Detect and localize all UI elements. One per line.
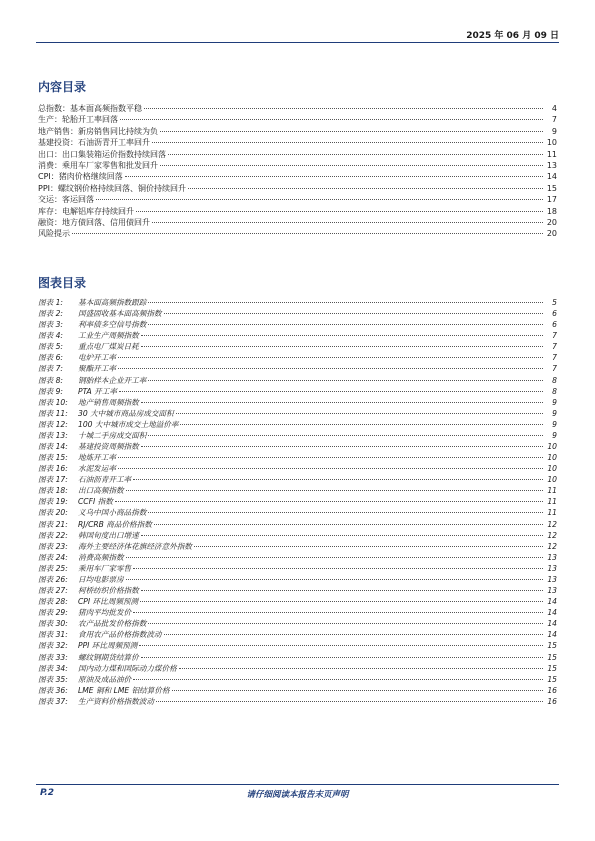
toc-entry-page: 20	[546, 229, 557, 239]
figure-entry-page: 15	[547, 674, 557, 684]
toc-entry[interactable]	[38, 103, 557, 114]
toc-entry-label: CPI	[38, 172, 51, 182]
toc-entry-separator: ：	[54, 115, 62, 125]
figure-entry-leader	[133, 679, 543, 680]
toc-entry-separator: ：	[50, 183, 59, 193]
toc-entry-leader	[136, 211, 543, 212]
figure-entry-page: 10	[547, 442, 557, 452]
figure-entry-title: LME 铜和 LME 铝结算价格	[78, 685, 170, 695]
figure-entry[interactable]	[38, 363, 557, 374]
figure-entry-label: 图表 25:	[38, 563, 68, 573]
figure-entry-title: 十城二手房成交面积	[78, 430, 147, 440]
figure-entry[interactable]	[38, 463, 557, 474]
toc-entry-label: 生产	[38, 115, 54, 125]
toc-entry-page: 9	[551, 126, 557, 136]
toc-entry[interactable]	[38, 228, 557, 239]
figure-entry-label: 图表 19:	[38, 497, 68, 507]
figure-entry-label: 图表 32:	[38, 641, 68, 651]
figure-entry-label: 图表 12:	[38, 419, 68, 429]
figure-entry-page: 5	[552, 298, 557, 307]
figure-entry-label: 图表 22:	[38, 530, 68, 540]
toc-entry-leader	[160, 131, 543, 132]
figure-entry-title: 农产品批发价格指数	[78, 619, 147, 629]
figure-entry-label: 图表 11:	[38, 408, 68, 418]
figure-entry-leader	[194, 546, 543, 547]
figure-entry-page: 13	[547, 574, 557, 584]
figure-entry-leader	[118, 468, 543, 469]
figure-entry-leader	[176, 413, 543, 414]
figure-entry[interactable]	[38, 663, 557, 674]
figure-entry-label: 图表 35:	[38, 674, 68, 684]
figure-entry-leader	[133, 568, 543, 569]
figure-entry-title: 原油及成品油价	[78, 674, 132, 684]
figure-entry-label: 图表 24:	[38, 552, 68, 562]
figure-entry-label: 图表 28:	[38, 597, 68, 607]
figure-entry[interactable]	[38, 507, 557, 518]
figure-entry-label: 图表 30:	[38, 619, 68, 629]
figure-entry-label: 图表 27:	[38, 586, 68, 596]
toc-entry-page: 10	[546, 138, 557, 148]
toc-entry-title: 猪肉价格继续回落	[58, 172, 123, 182]
figure-entry-page: 15	[547, 663, 557, 673]
figure-entry-leader	[172, 690, 543, 691]
figure-entry-label: 图表 8:	[38, 375, 63, 385]
figure-entry-leader	[139, 645, 543, 646]
figure-entry-title: 100 大中城市成交土地溢价率	[78, 419, 179, 429]
figure-entry-page: 8	[552, 375, 557, 385]
figure-entry-title: 国内动力煤和国际动力煤价格	[78, 663, 177, 673]
footer-disclaimer: 请仔细阅读本报告末页声明	[246, 790, 349, 800]
figure-entry-leader	[118, 457, 543, 458]
toc-entry-leader	[120, 119, 543, 120]
toc-entry-title: 地方债回落、信用债回升	[62, 217, 150, 227]
toc-entry-separator: ：	[70, 138, 78, 148]
toc-entry-label: 消费	[38, 160, 54, 170]
figure-entry-title: 重点电厂煤炭日耗	[78, 342, 139, 352]
figure-entry[interactable]	[38, 341, 557, 352]
figure-entry[interactable]	[38, 652, 557, 663]
toc-entry[interactable]	[38, 206, 557, 217]
figure-entry-label: 图表 3:	[38, 320, 63, 330]
figure-entry[interactable]	[38, 541, 557, 552]
figure-entry[interactable]	[38, 696, 557, 707]
figure-entry[interactable]	[38, 352, 557, 363]
figure-entry[interactable]	[38, 386, 557, 397]
toc-entry-label: 出口	[38, 149, 54, 159]
toc-entry-separator: ：	[54, 217, 62, 227]
figure-entry-title: 韩国旬度出口增速	[78, 530, 139, 540]
figure-entry-title: PTA 开工率	[78, 386, 117, 396]
figure-entry-page: 6	[552, 309, 557, 319]
figure-entry-leader	[180, 424, 543, 425]
figure-entry[interactable]	[38, 297, 557, 308]
figure-entry-label: 图表 14:	[38, 442, 68, 452]
figure-entry-title: 乘用车厂家零售	[78, 563, 132, 573]
figure-entry-page: 11	[547, 508, 557, 518]
figure-entry-page: 14	[547, 619, 557, 629]
figure-entry-page: 10	[547, 453, 557, 463]
figure-entry-leader	[148, 512, 543, 513]
toc-entry[interactable]	[38, 194, 557, 205]
figure-entry[interactable]	[38, 308, 557, 319]
toc-entry-title: 电解铝库存持续回升	[62, 206, 134, 216]
figure-entry-title: 生产资料价格指数波动	[78, 696, 154, 706]
toc-entry-label: 融资	[38, 217, 54, 227]
figure-entry-leader	[148, 302, 543, 303]
figure-entry-title: 基本面高频指数跟踪	[78, 298, 147, 307]
figure-entry-page: 14	[547, 630, 557, 640]
figure-entry-title: 日均电影票房	[78, 574, 124, 584]
figure-entry-title: 消费高频指数	[78, 552, 124, 562]
figure-entry-leader	[141, 446, 543, 447]
figure-entry[interactable]	[38, 319, 557, 330]
toc-entry-title: 乘用车厂家零售和批发回升	[62, 160, 158, 170]
figure-entry[interactable]	[38, 430, 557, 441]
figure-entry-leader	[141, 335, 543, 336]
figure-entry[interactable]	[38, 685, 557, 696]
figure-entry-leader	[154, 524, 543, 525]
figure-entry-page: 7	[552, 331, 557, 341]
toc-entry-leader	[168, 154, 543, 155]
toc-entry-leader	[152, 222, 543, 223]
toc-entry-page: 14	[546, 172, 557, 182]
toc-entry-separator: ：	[70, 126, 78, 136]
figure-entry-page: 8	[552, 386, 557, 396]
toc-entry-label: 总指数	[38, 104, 62, 113]
figure-entry-page: 6	[552, 320, 557, 330]
figure-entry[interactable]	[38, 674, 557, 685]
figure-entry-leader	[140, 601, 543, 602]
figure-entry-page: 16	[547, 696, 557, 706]
page-number: P.2	[40, 788, 54, 798]
toc-entry-separator: ：	[50, 172, 59, 182]
figure-entry-title: 利率债多空信号指数	[78, 320, 147, 330]
figure-list	[38, 297, 557, 707]
toc-entry-separator: ：	[54, 149, 62, 159]
figure-entry-title: 30 大中城市商品房成交面积	[78, 408, 174, 418]
figure-entry[interactable]	[38, 419, 557, 430]
figure-entry-title: PPI 环比周频预测	[78, 641, 138, 651]
toc-entry-leader	[96, 199, 543, 200]
figure-entry-label: 图表 37:	[38, 696, 68, 706]
figure-entry-page: 14	[547, 608, 557, 618]
figure-entry-leader	[118, 357, 543, 358]
figure-entry-leader	[126, 557, 543, 558]
figure-entry-leader	[148, 623, 543, 624]
figure-entry-page: 11	[547, 497, 557, 507]
figure-entry-label: 图表 23:	[38, 541, 68, 551]
figure-entry-label: 图表 2:	[38, 309, 63, 319]
toc-entry-page: 4	[551, 104, 557, 113]
toc-entry-title: 新房销售同比持续为负	[78, 126, 158, 136]
toc-entry-page: 7	[551, 115, 557, 125]
figure-entry-title: 猪肉平均批发价	[78, 608, 132, 618]
figure-entry-title: 义乌中国小商品指数	[78, 508, 147, 518]
figure-entry-leader	[179, 668, 543, 669]
figure-entry[interactable]	[38, 441, 557, 452]
figure-entry-label: 图表 29:	[38, 608, 68, 618]
figure-entry[interactable]	[38, 574, 557, 585]
toc-entry-separator: ：	[62, 104, 70, 113]
figure-entry-leader	[126, 490, 543, 491]
figure-entry-page: 15	[547, 641, 557, 651]
toc-entry-title: 石油沥青开工率回升	[78, 138, 150, 148]
toc-entry-page: 15	[546, 183, 557, 193]
figure-entry-label: 图表 7:	[38, 364, 63, 374]
figure-entry-title: 地炼开工率	[78, 453, 116, 463]
figure-entry[interactable]	[38, 563, 557, 574]
figure-entry-title: 聚酯开工率	[78, 364, 116, 374]
figure-entry-title: 螺纹钢期货结算价	[78, 652, 139, 662]
figure-entry-page: 10	[547, 464, 557, 474]
figure-entry-leader	[119, 391, 543, 392]
figure-entry-label: 图表 4:	[38, 331, 63, 341]
figure-entry-title: 石油沥青开工率	[78, 475, 132, 485]
figure-entry-page: 7	[552, 342, 557, 352]
report-date: 2025 年 06 月 09 日	[466, 31, 559, 41]
figure-entry-title: 出口高频指数	[78, 486, 124, 496]
toc-entry-page: 11	[546, 149, 557, 159]
toc-entry[interactable]	[38, 114, 557, 125]
figure-entry-page: 9	[552, 408, 557, 418]
figure-entry-label: 图表 20:	[38, 508, 68, 518]
figure-entry-page: 13	[547, 563, 557, 573]
figure-entry[interactable]	[38, 618, 557, 629]
figure-entry-title: 海外主要经济体花旗经济意外指数	[78, 541, 192, 551]
figure-entry[interactable]	[38, 496, 557, 507]
figure-entry-label: 图表 6:	[38, 353, 63, 363]
figure-entry[interactable]	[38, 474, 557, 485]
toc-entry[interactable]	[38, 160, 557, 171]
figure-entry-leader	[141, 657, 543, 658]
toc-entry-separator: ：	[54, 160, 62, 170]
toc-entry-page: 13	[546, 160, 557, 170]
header-divider	[36, 42, 559, 43]
toc-list	[38, 103, 557, 240]
figure-entry[interactable]	[38, 552, 557, 563]
toc-entry-title: 基本面高频指数平稳	[70, 104, 142, 113]
figure-entry-label: 图表 10:	[38, 397, 68, 407]
figure-entry-title: 水泥发运率	[78, 464, 116, 474]
footer-divider	[36, 784, 559, 785]
figure-entry[interactable]	[38, 629, 557, 640]
toc-entry-page: 18	[546, 206, 557, 216]
figure-entry-title: CPI 环比周频预测	[78, 597, 139, 607]
toc-entry-label: 库存	[38, 206, 54, 216]
toc-entry-leader	[188, 188, 543, 189]
toc-entry[interactable]	[38, 171, 557, 182]
figure-entry-page: 9	[552, 419, 557, 429]
toc-entry-title: 螺纹钢价格持续回落、铜价持续回升	[58, 183, 187, 193]
figure-entry-page: 12	[547, 519, 557, 529]
figure-entry-label: 图表 21:	[38, 519, 68, 529]
figure-entry-page: 13	[547, 552, 557, 562]
figure-entry[interactable]	[38, 452, 557, 463]
toc-entry-title: 出口集装箱运价指数持续回落	[62, 149, 166, 159]
figure-entry[interactable]	[38, 485, 557, 496]
toc-entry-leader	[160, 165, 543, 166]
toc-entry[interactable]	[38, 149, 557, 160]
toc-entry-leader	[125, 176, 543, 177]
toc-entry-page: 20	[546, 217, 557, 227]
toc-entry-title: 轮胎开工率回落	[62, 115, 118, 125]
figure-entry[interactable]	[38, 640, 557, 651]
toc-entry-label: PPI	[38, 183, 51, 193]
figure-entry-label: 图表 5:	[38, 342, 63, 352]
figure-entry-leader	[133, 612, 543, 613]
figure-entry-page: 11	[547, 486, 557, 496]
figure-entry-label: 图表 33:	[38, 652, 68, 662]
figure-entry-title: 工业生产周频指数	[78, 331, 139, 341]
figure-entry-label: 图表 17:	[38, 475, 68, 485]
figure-entry-page: 12	[547, 541, 557, 551]
figure-entry-page: 9	[552, 397, 557, 407]
figure-entry-leader	[118, 368, 543, 369]
figure-entry-label: 图表 15:	[38, 453, 68, 463]
figure-entry-page: 9	[552, 430, 557, 440]
toc-entry-label: 地产销售	[38, 126, 70, 136]
figure-entry-title: 国盛固收基本面高频指数	[78, 309, 162, 319]
figure-entry-title: 食用农产品价格指数波动	[78, 630, 162, 640]
figure-entry-leader	[133, 479, 543, 480]
figure-entry-label: 图表 31:	[38, 630, 68, 640]
figure-entry-label: 图表 9:	[38, 386, 63, 396]
figure-entry-leader	[164, 634, 543, 635]
figure-entry-label: 图表 34:	[38, 663, 68, 673]
figure-entry-title: 基建投资周频指数	[78, 442, 139, 452]
toc-entry[interactable]	[38, 126, 557, 137]
figure-entry-label: 图表 13:	[38, 430, 68, 440]
figure-entry-title: 柯桥纺织价格指数	[78, 586, 139, 596]
toc-entry-separator: ：	[54, 206, 62, 216]
figure-entry-label: 图表 16:	[38, 464, 68, 474]
figure-entry[interactable]	[38, 330, 557, 341]
toc-entry-leader	[152, 142, 543, 143]
figure-entry[interactable]	[38, 585, 557, 596]
figure-entry-label: 图表 1:	[38, 298, 63, 307]
figure-entry-page: 10	[547, 475, 557, 485]
figure-entry-label: 图表 18:	[38, 486, 68, 496]
toc-entry[interactable]	[38, 183, 557, 194]
figure-entry[interactable]	[38, 408, 557, 419]
figure-entry-page: 15	[547, 652, 557, 662]
toc-entry-leader	[72, 233, 543, 234]
figure-entry-title: 钢胎样本企业开工率	[78, 375, 147, 385]
figure-entry-title: RJ/CRB 商品价格指数	[78, 519, 152, 529]
figure-entry-label: 图表 26:	[38, 574, 68, 584]
toc-entry-leader	[144, 108, 543, 109]
figure-entry-leader	[164, 313, 543, 314]
toc-entry-label: 风险提示	[38, 229, 70, 239]
figure-entry-leader	[141, 535, 543, 536]
toc-entry-title: 客运回落	[62, 195, 94, 205]
figure-entry-title: 地产销售周频指数	[78, 397, 139, 407]
toc-entry-page: 17	[546, 195, 557, 205]
figure-entry-title: 电炉开工率	[78, 353, 116, 363]
figure-entry-leader	[148, 435, 543, 436]
figure-entry-title: CCFI 指数	[78, 497, 113, 507]
figure-entry-leader	[141, 346, 543, 347]
figure-entry-page: 7	[552, 353, 557, 363]
figure-entry[interactable]	[38, 607, 557, 618]
figure-entry[interactable]	[38, 596, 557, 607]
figure-entry-page: 16	[547, 685, 557, 695]
figure-entry-page: 12	[547, 530, 557, 540]
figure-entry-label: 图表 36:	[38, 685, 68, 695]
figure-list-heading: 图表目录	[38, 276, 87, 290]
figure-entry-page: 13	[547, 586, 557, 596]
toc-entry[interactable]	[38, 217, 557, 228]
toc-heading: 内容目录	[38, 80, 87, 94]
toc-entry-label: 基建投资	[38, 138, 70, 148]
figure-entry[interactable]	[38, 530, 557, 541]
figure-entry-leader	[126, 579, 543, 580]
figure-entry[interactable]	[38, 375, 557, 386]
figure-entry-leader	[115, 501, 543, 502]
figure-entry[interactable]	[38, 397, 557, 408]
figure-entry-leader	[148, 324, 543, 325]
figure-entry-page: 14	[547, 597, 557, 607]
figure-entry-leader	[148, 380, 543, 381]
toc-entry[interactable]	[38, 137, 557, 148]
figure-entry[interactable]	[38, 519, 557, 530]
figure-entry-leader	[141, 402, 543, 403]
figure-entry-page: 7	[552, 364, 557, 374]
toc-entry-separator: ：	[54, 195, 62, 205]
figure-entry-leader	[141, 590, 543, 591]
toc-entry-label: 交运	[38, 195, 54, 205]
figure-entry-leader	[156, 701, 543, 702]
